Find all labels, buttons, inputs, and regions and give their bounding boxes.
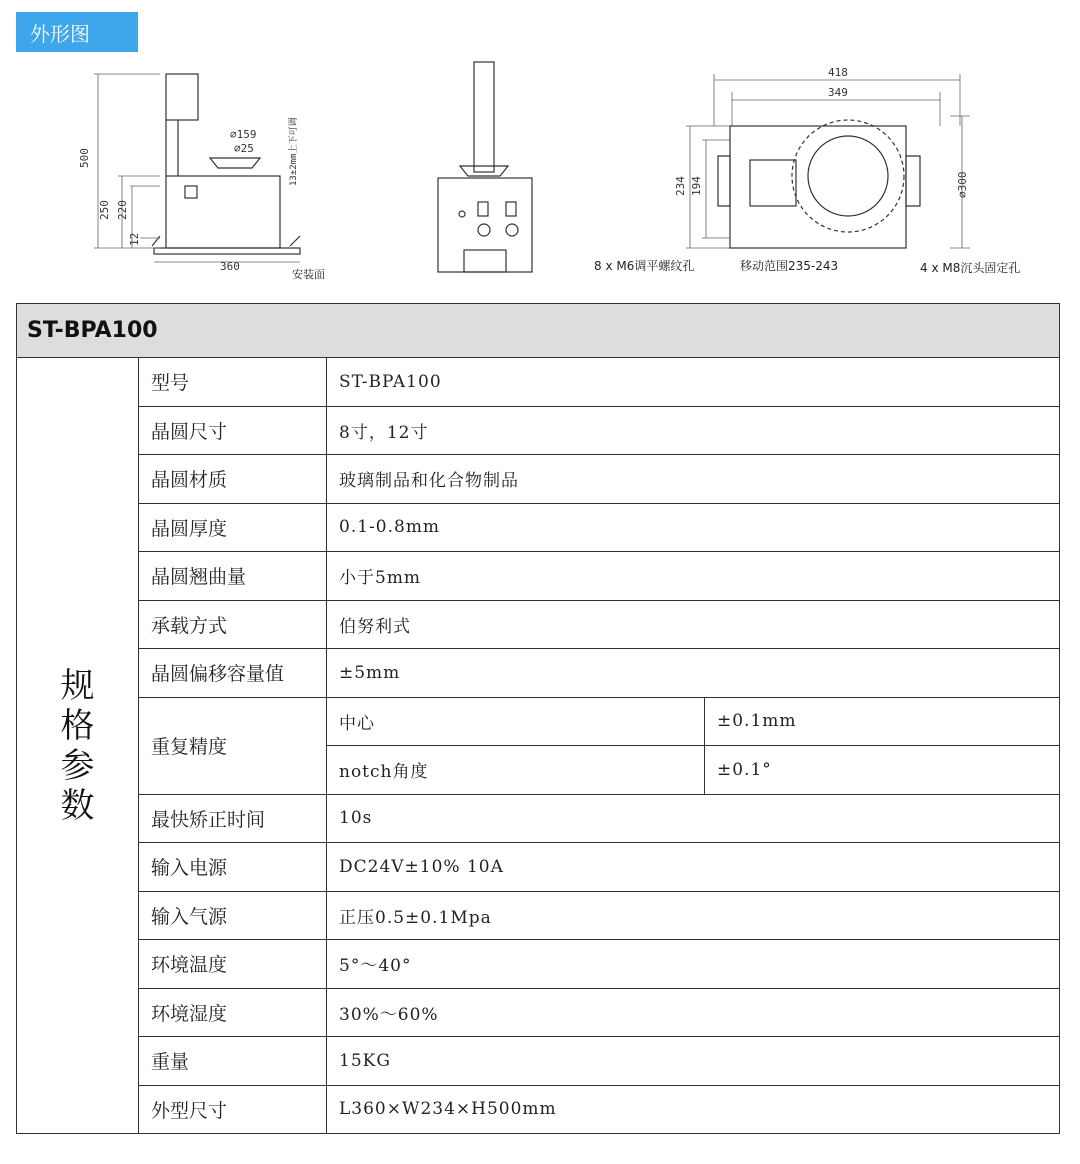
side-view-drawing (70, 56, 340, 286)
row-label: 输入电源 (139, 843, 327, 892)
row-label: 重量 (139, 1037, 327, 1086)
row-value: 15KG (327, 1037, 1060, 1086)
dim-d25: ∅25 (234, 142, 254, 155)
dim-220: 220 (116, 200, 129, 220)
precision-sub-value: ±0.1° (705, 746, 1060, 795)
row-value: L360×W234×H500mm (327, 1085, 1060, 1134)
dim-418: 418 (828, 66, 848, 79)
dim-360: 360 (220, 260, 240, 273)
label-install-face: 安装面 (292, 268, 325, 281)
row-value: 30%～60% (327, 988, 1060, 1037)
row-label: 晶圆尺寸 (139, 406, 327, 455)
precision-sub-value: ±0.1mm (705, 697, 1060, 746)
row-label: 晶圆偏移容量值 (139, 649, 327, 698)
table-title: ST-BPA100 (17, 304, 1060, 358)
side-label: 规格参数 (60, 665, 95, 826)
label-move-range: 移动范围235-243 (740, 259, 839, 273)
precision-sub-name: 中心 (327, 697, 705, 746)
row-value: ST-BPA100 (327, 358, 1060, 407)
row-label: 晶圆翘曲量 (139, 552, 327, 601)
row-value: DC24V±10% 10A (327, 843, 1060, 892)
dim-adjust: 13±2mm上下可调 (289, 117, 299, 186)
row-label: 晶圆材质 (139, 455, 327, 504)
dim-d300: ∅300 (956, 171, 969, 198)
front-view-drawing (430, 56, 550, 286)
spec-table (16, 303, 1060, 1134)
section-tab-outline (16, 12, 138, 52)
row-value: 8寸，12寸 (327, 406, 1060, 455)
row-label: 环境湿度 (139, 988, 327, 1037)
row-label: 最快矫正时间 (139, 794, 327, 843)
row-value: 正压0.5±0.1Mpa (327, 891, 1060, 940)
top-view-drawing (590, 56, 1040, 296)
dim-12: 12 (128, 232, 141, 246)
row-label: 承载方式 (139, 600, 327, 649)
label-m8-holes: 4 x M8沉头固定孔 (920, 261, 1021, 275)
label-m6-holes: 8 x M6调平螺纹孔 (594, 259, 695, 273)
row-value: 小于5mm (327, 552, 1060, 601)
precision-label: 重复精度 (139, 697, 327, 794)
dim-234: 234 (674, 176, 687, 196)
row-value: 10s (327, 794, 1060, 843)
precision-sub-name: notch角度 (327, 746, 705, 795)
row-value: 玻璃制品和化合物制品 (327, 455, 1060, 504)
row-label: 环境温度 (139, 940, 327, 989)
row-value: 5°～40° (327, 940, 1060, 989)
dim-349: 349 (828, 86, 848, 99)
row-label: 输入气源 (139, 891, 327, 940)
row-label: 晶圆厚度 (139, 503, 327, 552)
side-label-cell (17, 358, 139, 1134)
row-value: ±5mm (327, 649, 1060, 698)
dim-250: 250 (98, 200, 111, 220)
row-value: 0.1-0.8mm (327, 503, 1060, 552)
dim-d159: ∅159 (230, 128, 257, 141)
section-tab-label: 外形图 (30, 21, 90, 46)
row-label: 外型尺寸 (139, 1085, 327, 1134)
row-label: 型号 (139, 358, 327, 407)
outline-drawings (0, 56, 1080, 296)
dim-194: 194 (690, 176, 703, 196)
dim-500: 500 (78, 148, 91, 168)
row-value: 伯努利式 (327, 600, 1060, 649)
